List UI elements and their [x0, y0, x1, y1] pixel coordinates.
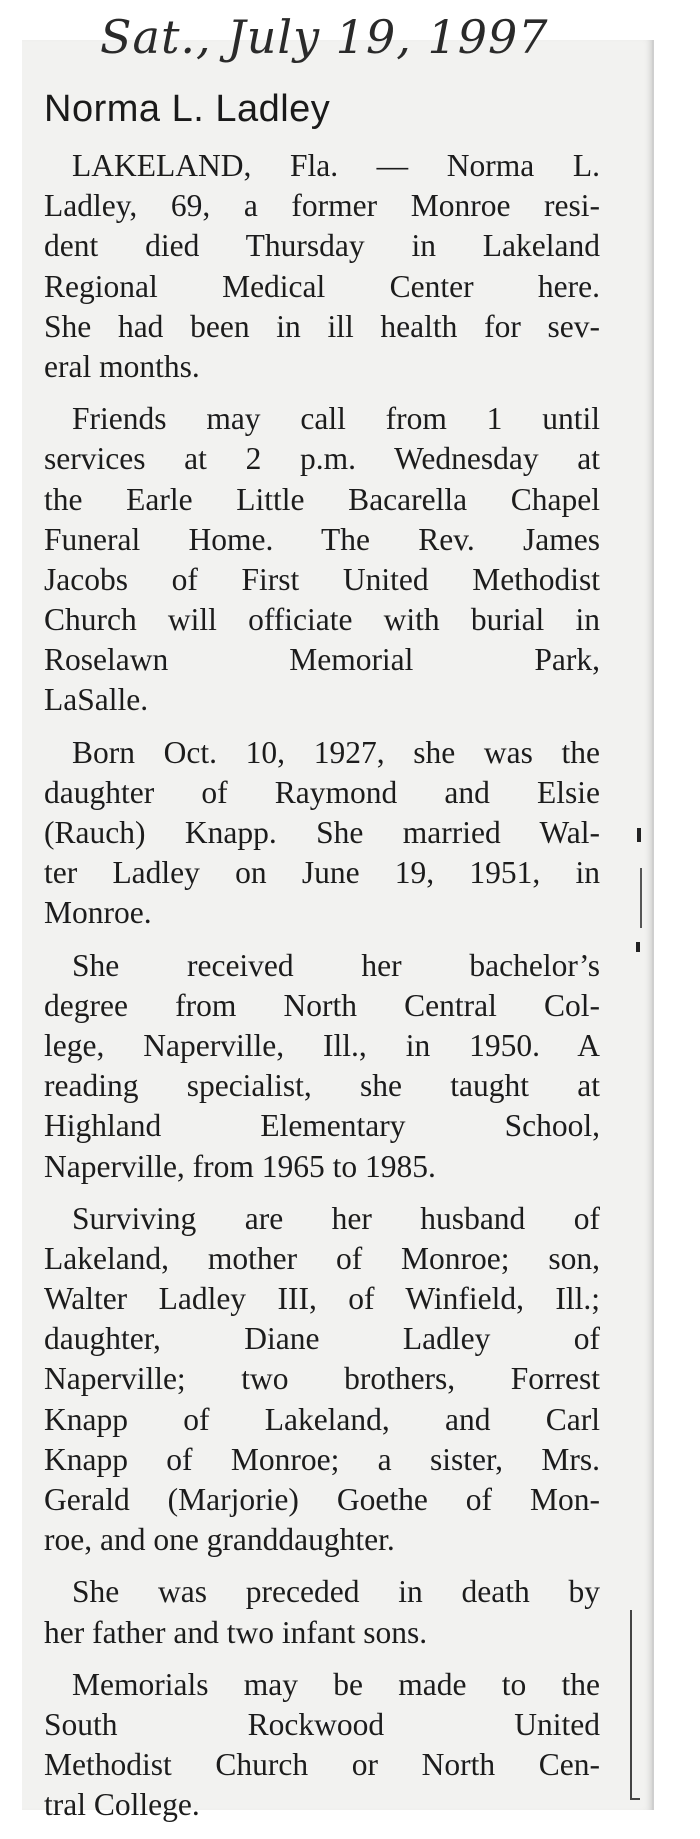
- text-line: Knapp of Lakeland, and Carl: [44, 1401, 600, 1437]
- obituary-paragraph: [44, 733, 600, 934]
- edge-mark: [640, 868, 642, 928]
- text-line: reading specialist, she taught at: [44, 1068, 600, 1104]
- text-line: tral College.: [44, 1787, 200, 1823]
- obituary-body: [44, 146, 600, 1838]
- obituary-paragraph: [44, 946, 600, 1187]
- text-line: Memorials may be made to the: [72, 1666, 600, 1702]
- text-line: Monroe.: [44, 895, 152, 931]
- text-line: Jacobs of First United Methodist: [44, 561, 600, 597]
- text-line: Surviving are her husband of: [72, 1200, 600, 1236]
- text-line: roe, and one granddaughter.: [44, 1522, 395, 1558]
- text-line: Ladley, 69, a former Monroe resi-: [44, 188, 600, 224]
- text-line: Gerald (Marjorie) Goethe of Mon-: [44, 1482, 600, 1517]
- text-line: Roselawn Memorial Park,: [44, 642, 600, 678]
- text-line: Friends may call from 1 until: [72, 401, 600, 437]
- text-line: She received her bachelor’s: [72, 947, 600, 983]
- obituary-paragraph: [44, 146, 600, 387]
- text-line: (Rauch) Knapp. She married Wal-: [44, 815, 600, 850]
- text-line: Born Oct. 10, 1927, she was the: [72, 734, 600, 770]
- text-line: daughter of Raymond and Elsie: [44, 774, 600, 810]
- text-line: her father and two infant sons.: [44, 1614, 428, 1650]
- text-line: the Earle Little Bacarella Chapel: [44, 481, 600, 517]
- obituary-paragraph: [44, 1665, 600, 1826]
- text-line: Highland Elementary School,: [44, 1108, 600, 1144]
- obituary-paragraph: [44, 1199, 600, 1561]
- text-line: Walter Ladley III, of Winfield, Ill.;: [44, 1281, 600, 1317]
- text-line: She was preceded in death by: [72, 1574, 600, 1610]
- text-line: ter Ladley on June 19, 1951, in: [44, 855, 600, 891]
- text-line: She had been in ill health for sev-: [44, 308, 600, 344]
- text-line: Church will officiate with burial in: [44, 602, 600, 638]
- text-line: eral months.: [44, 348, 200, 384]
- text-line: Funeral Home. The Rev. James: [44, 521, 600, 557]
- text-line: dent died Thursday in Lakeland: [44, 228, 600, 264]
- text-line: Regional Medical Center here.: [44, 268, 600, 304]
- text-line: LaSalle.: [44, 682, 149, 718]
- text-line: South Rockwood United: [44, 1706, 600, 1742]
- text-line: Naperville, from 1965 to 1985.: [44, 1148, 436, 1184]
- edge-mark: [636, 942, 640, 952]
- obituary-paragraph: [44, 399, 600, 721]
- edge-mark: [630, 1610, 632, 1800]
- text-line: Naperville; two brothers, Forrest: [44, 1361, 600, 1397]
- text-line: Knapp of Monroe; a sister, Mrs.: [44, 1441, 600, 1477]
- text-line: services at 2 p.m. Wednesday at: [44, 441, 600, 477]
- edge-mark: [630, 1798, 640, 1800]
- handwritten-date: Sat., July 19, 1997: [100, 10, 549, 64]
- text-line: daughter, Diane Ladley of: [44, 1321, 600, 1357]
- text-line: degree from North Central Col-: [44, 987, 600, 1023]
- edge-mark: [637, 828, 641, 842]
- obituary-paragraph: [44, 1572, 600, 1652]
- text-line: Methodist Church or North Cen-: [44, 1747, 600, 1783]
- obituary-headline: Norma L. Ladley: [44, 88, 331, 130]
- text-line: lege, Naperville, Ill., in 1950. A: [44, 1027, 600, 1063]
- text-line: Lakeland, mother of Monroe; son,: [44, 1240, 600, 1276]
- text-line: LAKELAND, Fla. — Norma L.: [72, 148, 600, 183]
